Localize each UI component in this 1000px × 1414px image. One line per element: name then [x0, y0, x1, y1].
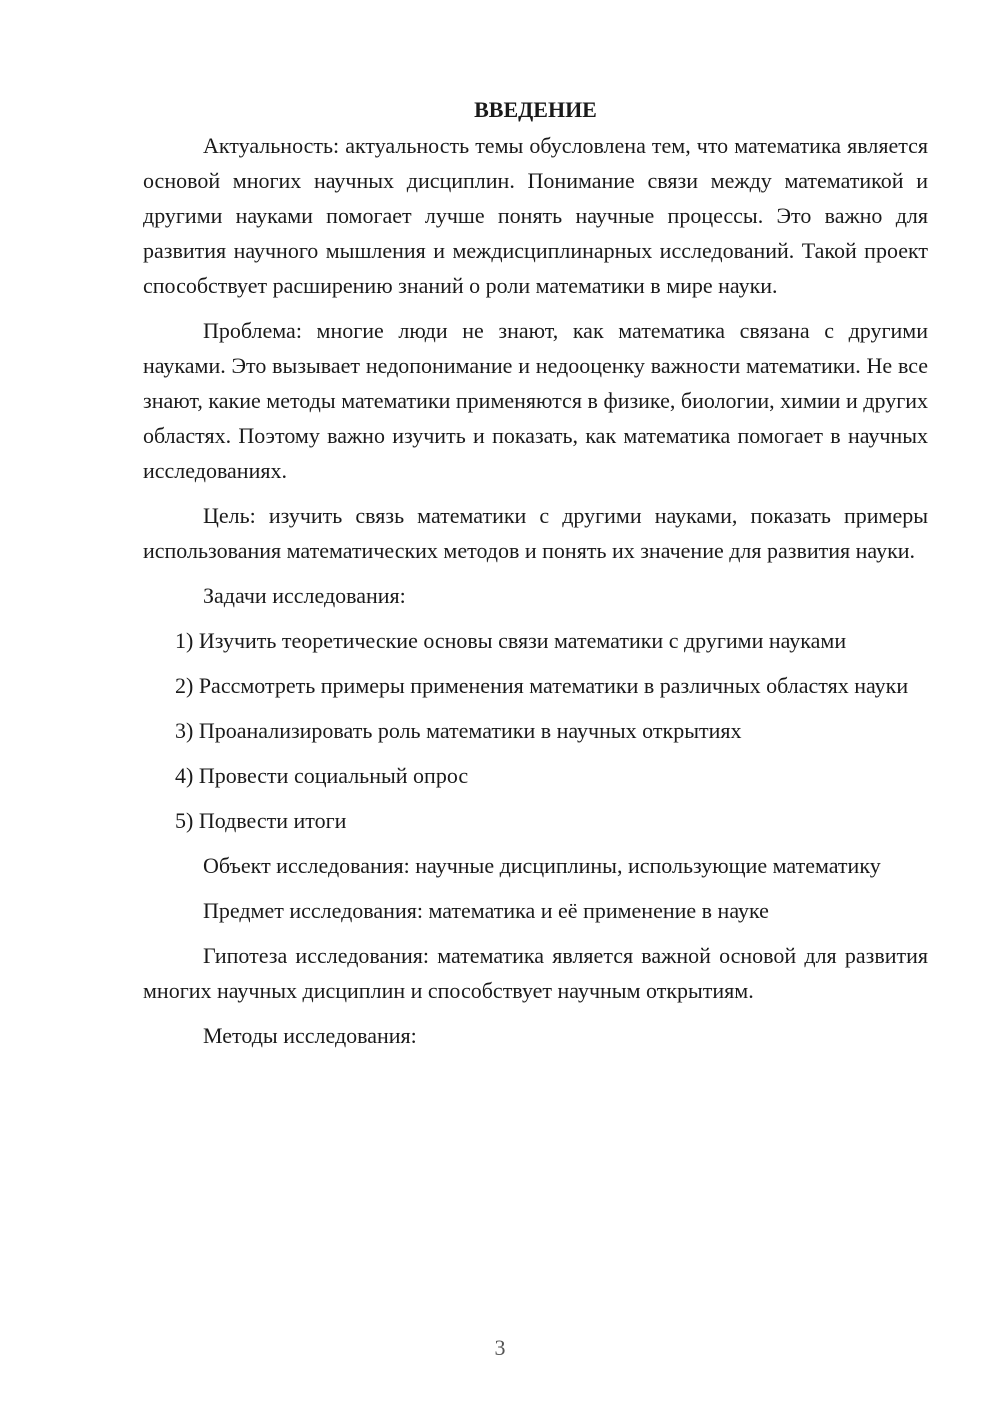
paragraph-hypothesis: Гипотеза исследования: математика является важной основой для развития многих научных дисциплин и способствует научным открытиям. [143, 943, 928, 1003]
section-title: ВВЕДЕНИЕ [474, 97, 597, 122]
paragraph-relevance: Актуальность: актуальность темы обусловлена тем, что математика является основой многих научных дисциплин. Понимание связи между математикой и другими науками помогает лучше понять научные процессы. Это важно для развития научного мышления и междисциплинарных исследований. Такой проект способствует расширению знаний о роли математики в мире науки. [143, 133, 928, 298]
task-item-2: 2) Рассмотреть примеры применения математики в различных областях науки [175, 673, 909, 698]
paragraph-problem: Проблема: многие люди не знают, как математика связана с другими науками. Это вызывает недопонимание и недооценку важности математики. Не все знают, какие методы математики применяются в физике, биологии, химии и других областях. Поэтому важно изучить и показать, как математика помогает в научных исследованиях. [143, 318, 928, 483]
paragraph-object: Объект исследования: научные дисциплины, использующие математику [203, 853, 881, 878]
task-item-1: 1) Изучить теоретические основы связи математики с другими науками [175, 628, 847, 653]
paragraph-tasks-heading: Задачи исследования: [203, 583, 406, 608]
task-item-4: 4) Провести социальный опрос [175, 763, 469, 788]
paragraph-goal: Цель: изучить связь математики с другими науками, показать примеры использования математических методов и понять их значение для развития науки. [143, 503, 928, 563]
task-item-3: 3) Проанализировать роль математики в научных открытиях [175, 718, 742, 743]
paragraph-subject: Предмет исследования: математика и её применение в науке [203, 898, 769, 923]
paragraph-methods: Методы исследования: [203, 1023, 417, 1048]
task-item-5: 5) Подвести итоги [175, 808, 347, 833]
page-number: 3 [494, 1335, 506, 1360]
document-page [143, 92, 928, 1063]
